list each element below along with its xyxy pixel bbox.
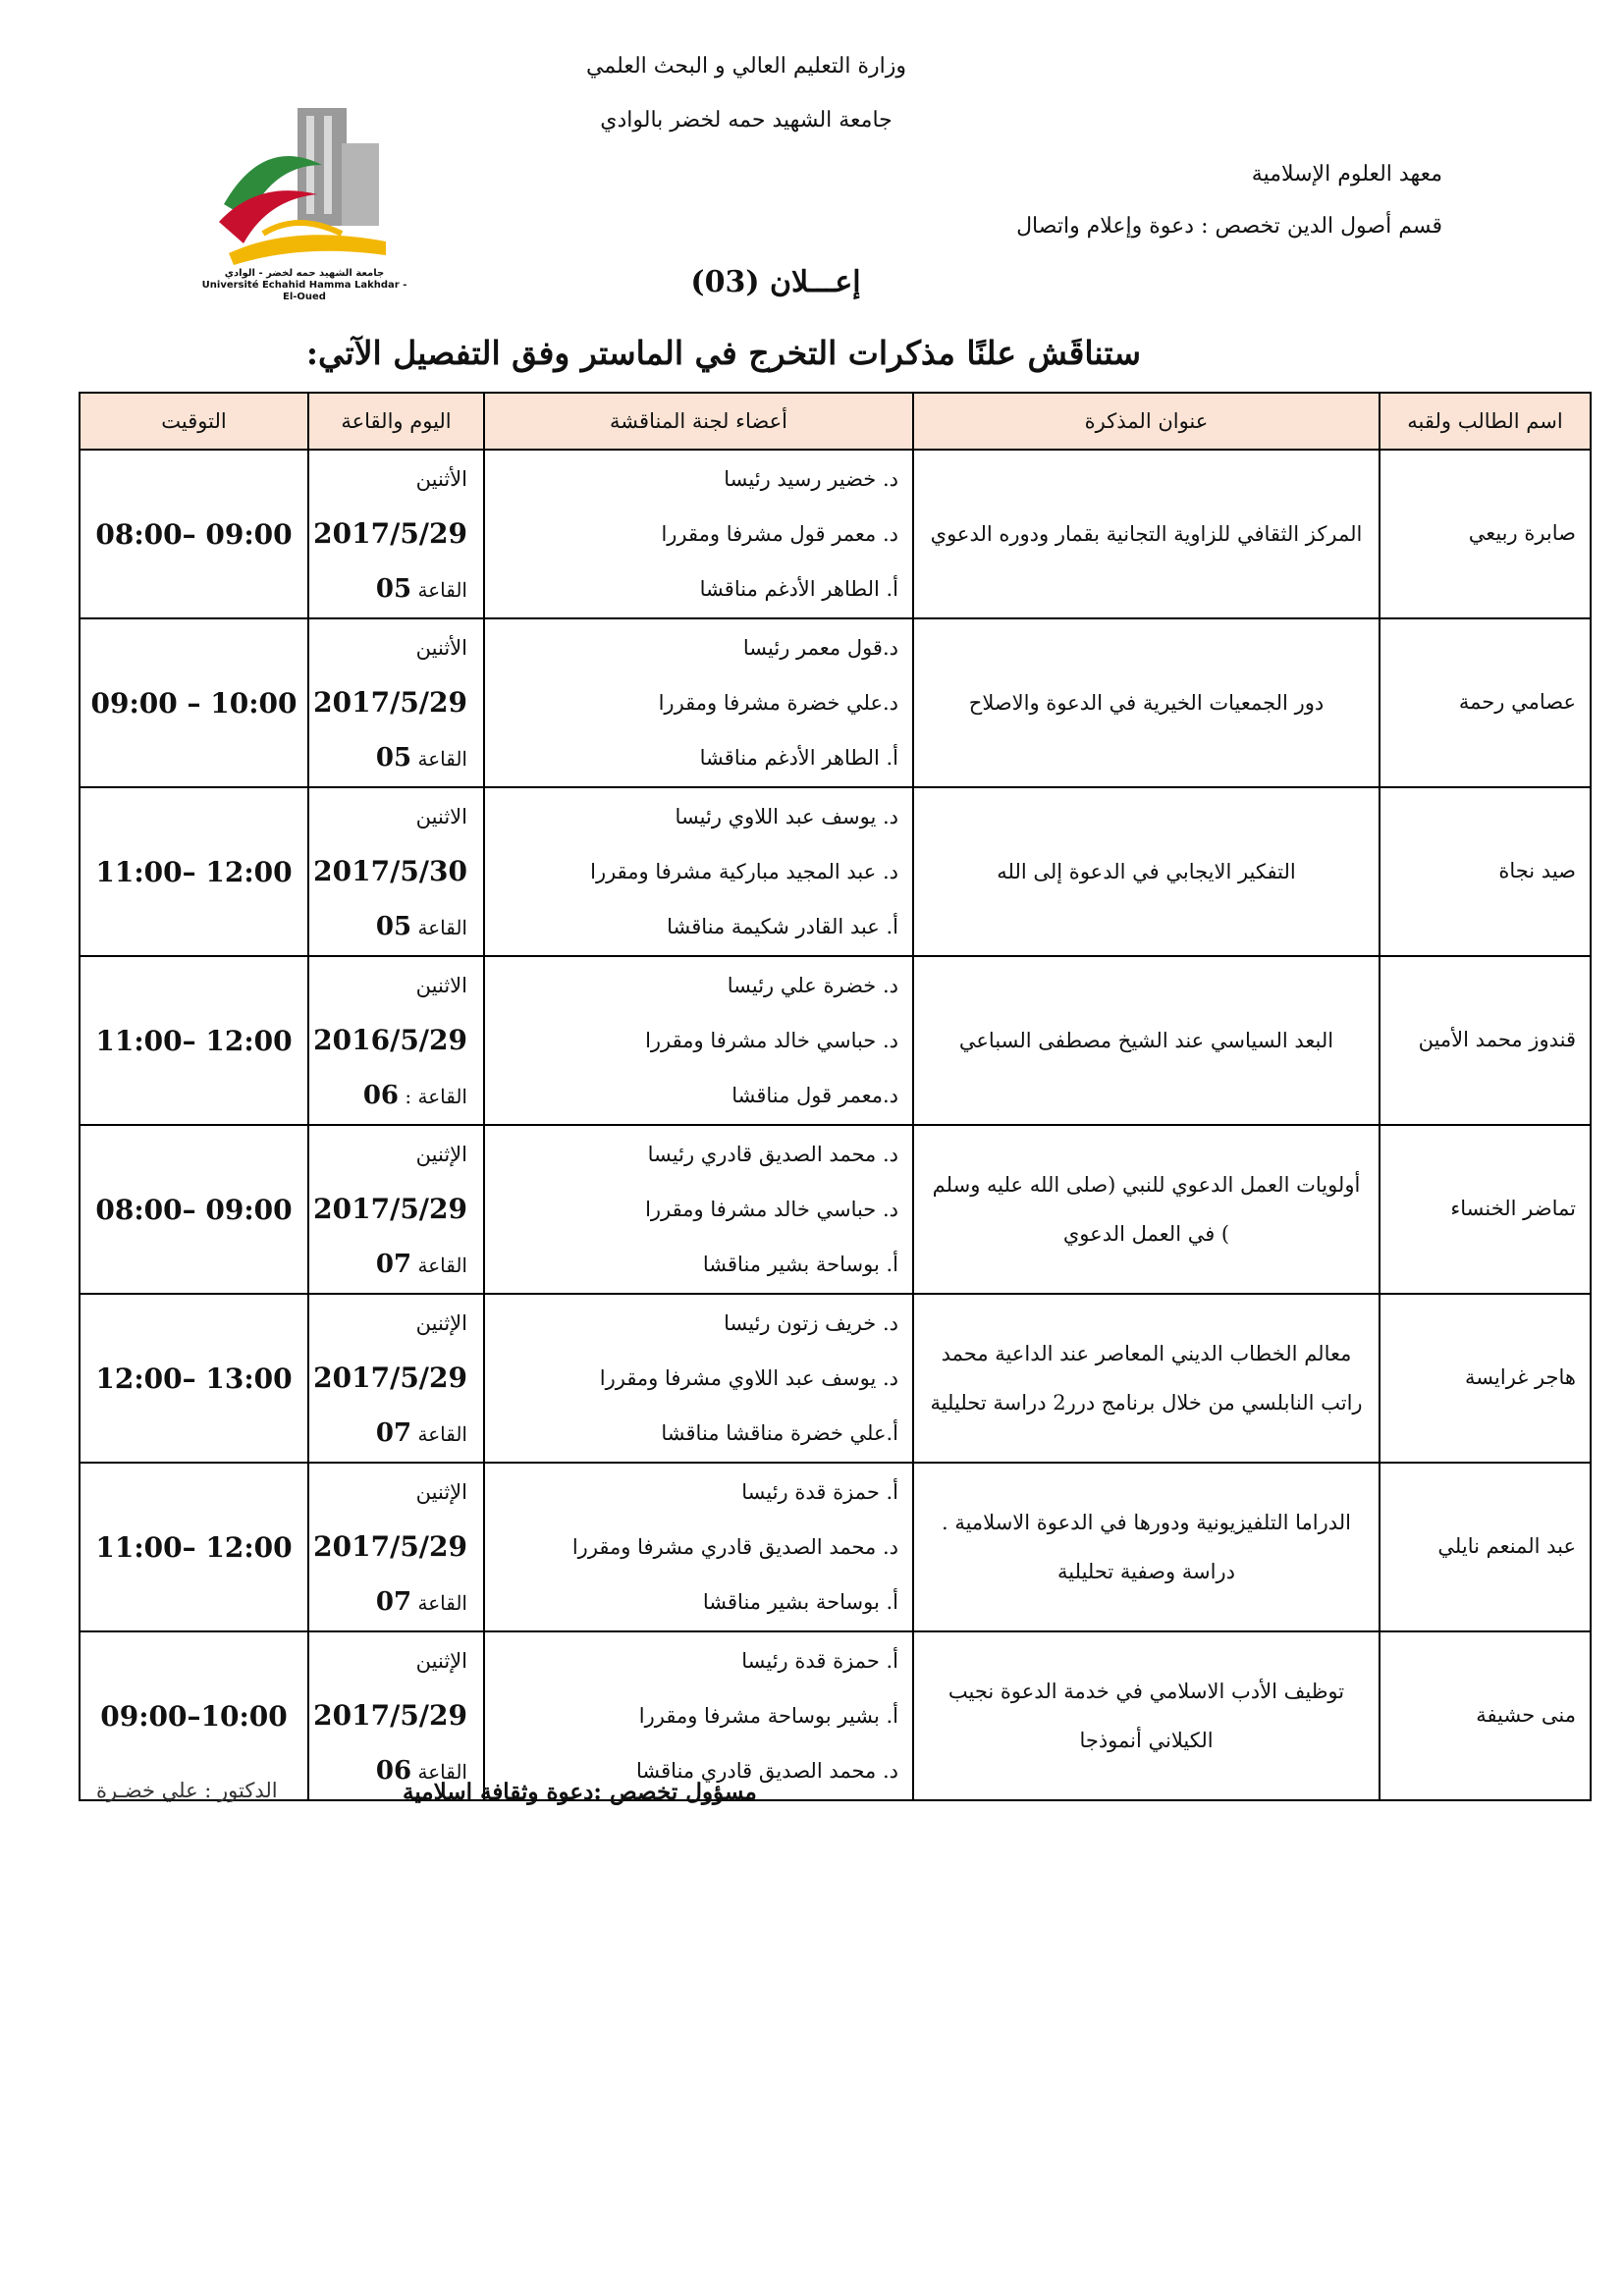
room-label: القاعة [417,1591,467,1615]
department-name: قسم أصول الدين تخصص : دعوة وإعلام واتصال [1016,214,1442,239]
committee-member: د. خضير رسيد رئيسا [724,467,898,491]
student-name: صيد نجاة [1380,787,1591,956]
committee-member: د.علي خضرة مشرفا ومقررا [658,691,898,715]
room-label: القاعة [417,916,467,939]
date: 2017/5/29 [313,1530,467,1563]
table-row [80,450,1591,618]
weekday: الاثنين [415,805,467,828]
weekday: الاثنين [415,974,467,997]
committee-cell [484,1631,913,1800]
student-name: عبد المنعم نايلي [1380,1463,1591,1631]
room [310,1068,467,1123]
committee-cell [484,956,913,1125]
defense-schedule-table [79,392,1592,1801]
table-row [80,618,1591,787]
weekday: الإثنين [415,1480,467,1504]
committee-member: أ. بوساحة بشير مناقشا [702,1590,898,1614]
day-room-cell [308,787,484,956]
committee-member: أ. بشير بوساحة مشرفا ومقررا [638,1704,898,1728]
room-label: القاعة [417,747,467,771]
date: 2017/5/29 [313,517,467,550]
date: 2017/5/29 [313,686,467,719]
table-row [80,1463,1591,1631]
student-name: صابرة ربيعي [1380,450,1591,618]
committee-member: د. محمد الصديق قادري مناقشا [635,1759,898,1783]
date: 2017/5/29 [313,1699,467,1732]
weekday: الأثنين [415,467,467,491]
date: 2016/5/29 [313,1024,467,1056]
thesis-title: الدراما التلفيزيونية ودورها في الدعوة الاسلامية . دراسة وصفية تحليلية [913,1463,1380,1631]
weekday: الإثنين [415,1311,467,1335]
student-name: قندوز محمد الأمين [1380,956,1591,1125]
day-room-cell [308,1125,484,1294]
committee-member: أ. حمزة قدة رئيسا [741,1480,898,1504]
committee-cell [484,1294,913,1463]
university-logo-icon [204,96,410,293]
time-slot: 11:00– 12:00 [80,1463,308,1631]
room [310,1237,467,1292]
committee-member: أ.علي خضرة مناقشا مناقشا [661,1421,898,1445]
logo-building [298,108,347,226]
room [310,561,467,616]
time-slot: 11:00– 12:00 [80,787,308,956]
logo-book [229,235,386,265]
committee-cell [484,1463,913,1631]
student-name: تماضر الخنساء [1380,1125,1591,1294]
thesis-title: معالم الخطاب الديني المعاصر عند الداعية محمد راتب النابلسي من خلال برنامج درر2 دراسة تحليلية [913,1294,1380,1463]
committee-member: د. معمر قول مشرفا ومقررا [661,522,898,546]
room-number: 07 [375,1587,412,1617]
room-number: 05 [375,743,412,773]
room-label: القاعة [417,1760,467,1784]
header-name: اسم الطالب ولقبه [1380,393,1591,450]
date: 2017/5/29 [313,1193,467,1225]
room-number: 05 [375,912,412,941]
logo-caption-fr: Université Echahid Hamma Lakhdar - El-Oued [201,280,407,302]
time-slot: 12:00– 13:00 [80,1294,308,1463]
room [310,1575,467,1629]
committee-member: د. حباسي خالد مشرفا ومقررا [645,1198,898,1221]
thesis-title: أولويات العمل الدعوي للنبي (صلى الله عليه وسلم ) في العمل الدعوي [913,1125,1380,1294]
thesis-title: التفكير الايجابي في الدعوة إلى الله [913,787,1380,956]
room-number: 06 [362,1081,400,1110]
university-name: جامعة الشهيد حمه لخضر بالوادي [600,108,893,133]
weekday: الأثنين [415,636,467,660]
day-room-cell [308,450,484,618]
announcement-title: إعـــلان (03) [690,265,861,299]
room [310,1406,467,1461]
room-number: 06 [375,1756,412,1786]
committee-member: أ. الطاهر الأدغم مناقشا [699,577,898,601]
room [310,899,467,954]
room-label: القاعة [417,1422,467,1446]
table-row [80,787,1591,956]
day-room-cell [308,1294,484,1463]
logo-caption-ar: جامعة الشهيد حمه لخضر - الوادي [224,268,385,279]
header-title: عنوان المذكرة [913,393,1380,450]
committee-member: أ. بوساحة بشير مناقشا [702,1253,898,1276]
committee-member: د. محمد الصديق قادري مشرفا ومقررا [571,1535,898,1559]
ministry-name: وزارة التعليم العالي و البحث العلمي [586,54,906,79]
time-slot: 11:00– 12:00 [80,956,308,1125]
committee-member: أ. الطاهر الأدغم مناقشا [699,746,898,770]
weekday: الإثنين [415,1649,467,1673]
day-room-cell [308,1631,484,1800]
student-name: عصامي رحمة [1380,618,1591,787]
room-label: القاعة [417,1254,467,1277]
committee-member: أ. حمزة قدة رئيسا [741,1649,898,1673]
committee-member: د. خريف زتون رئيسا [724,1311,898,1335]
time-slot: 08:00– 09:00 [80,1125,308,1294]
header-committee: أعضاء لجنة المناقشة [484,393,913,450]
thesis-title: المركز الثقافي للزاوية التجانية بقمار ودوره الدعوي [913,450,1380,618]
institute-name: معهد العلوم الإسلامية [1251,162,1442,187]
student-name: منى حشيفة [1380,1631,1591,1800]
table-row [80,1294,1591,1463]
time-slot: 08:00– 09:00 [80,450,308,618]
room-number: 07 [375,1418,412,1448]
header-day: اليوم والقاعة [308,393,484,450]
thesis-title: توظيف الأدب الاسلامي في خدمة الدعوة نجيب الكيلاني أنموذجا [913,1631,1380,1800]
committee-member: د.قول معمر رئيسا [742,636,898,660]
room-label: القاعة [417,578,467,602]
committee-cell [484,1125,913,1294]
committee-member: أ. عبد القادر شكيمة مناقشا [667,915,898,938]
day-room-cell [308,1463,484,1631]
committee-member: د. يوسف عبد اللاوي رئيسا [675,805,898,828]
weekday: الإثنين [415,1143,467,1166]
time-slot: 09:00 – 10:00 [80,618,308,787]
committee-member: د.معمر قول مناقشا [731,1084,898,1107]
table-row [80,1631,1591,1800]
time-slot: 09:00–10:00 [80,1631,308,1800]
room-number: 07 [375,1250,412,1279]
room-label: القاعة : [405,1085,467,1108]
room-number: 05 [375,574,412,604]
thesis-title: دور الجمعيات الخيرية في الدعوة والاصلاح [913,618,1380,787]
table-row [80,1125,1591,1294]
room [310,730,467,785]
day-room-cell [308,956,484,1125]
table-header-row [80,393,1591,450]
footer-official: مسؤول تخصص :دعوة وثقافة اسلامية [403,1779,757,1805]
student-name: هاجر غرايسة [1380,1294,1591,1463]
committee-member: د. يوسف عبد اللاوي مشرفا ومقررا [599,1366,898,1390]
day-room-cell [308,618,484,787]
thesis-title: البعد السياسي عند الشيخ مصطفى السباعي [913,956,1380,1125]
date: 2017/5/30 [313,855,467,887]
committee-member: د. حباسي خالد مشرفا ومقررا [645,1029,898,1052]
committee-cell [484,787,913,956]
intro-text: ستناقَش علنًا مذكرات التخرج في الماستر وفق التفصيل الآتي: [305,334,1141,372]
logo-caption [196,268,412,303]
committee-member: د. محمد الصديق قادري رئيسا [647,1143,898,1166]
footer-doctor: الدكتور : علي خضـرة [96,1779,278,1802]
date: 2017/5/29 [313,1362,467,1394]
committee-cell [484,618,913,787]
table-row [80,956,1591,1125]
committee-member: د. خضرة علي رئيسا [727,974,898,997]
header-time: التوقيت [80,393,308,450]
committee-cell [484,450,913,618]
committee-member: د. عبد المجيد مباركية مشرفا ومقررا [590,860,898,883]
